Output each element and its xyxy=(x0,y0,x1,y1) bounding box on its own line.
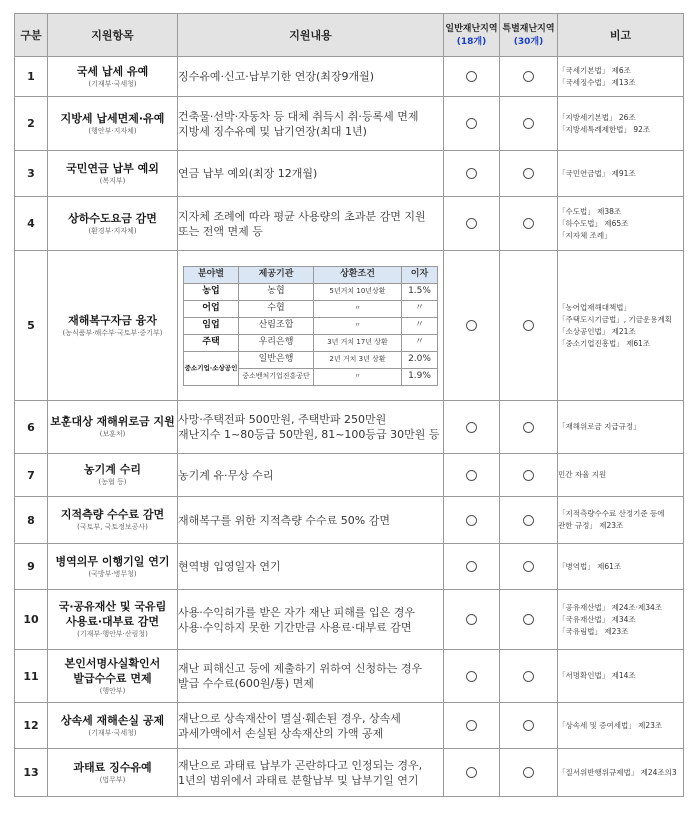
item-org: (기재부·행안부·산림청) xyxy=(77,630,148,638)
note-line: 「소상공인법」 제21조 xyxy=(558,326,636,336)
note-line: 「하수도법」 제65조 xyxy=(558,218,629,228)
general-area-mark xyxy=(444,401,500,454)
row-number: 1 xyxy=(15,57,48,97)
support-item xyxy=(48,703,178,749)
note-cell xyxy=(558,151,684,197)
note-line: 「수도법」 제38조 xyxy=(558,206,622,216)
support-content xyxy=(178,97,444,151)
row-number: 3 xyxy=(15,151,48,197)
content-line: 재해복구를 위한 지적측량 수수료 50% 감면 xyxy=(178,513,390,527)
circle-mark-icon xyxy=(466,422,477,433)
item-org: (법무부) xyxy=(99,775,126,784)
special-area-mark xyxy=(500,251,558,401)
item-title: 상하수도요금 감면 xyxy=(68,211,157,225)
loan-header-terms: 상환조건 xyxy=(314,266,402,283)
loan-provider: 수협 xyxy=(239,300,314,317)
special-area-mark xyxy=(500,454,558,497)
circle-mark-icon xyxy=(523,422,534,433)
special-area-mark xyxy=(500,401,558,454)
row-number: 9 xyxy=(15,544,48,590)
circle-mark-icon xyxy=(523,671,534,682)
content-line: 징수유예·신고·납부기한 연장(최장9개월) xyxy=(178,70,375,83)
row-number: 7 xyxy=(15,454,48,497)
special-area-mark xyxy=(500,151,558,197)
circle-mark-icon xyxy=(523,218,534,229)
header-note: 비고 xyxy=(558,14,684,57)
row-number: 5 xyxy=(15,251,48,401)
content-line: 재난으로 상속재산이 멸실·훼손된 경우, 상속세 xyxy=(178,711,401,725)
item-org: (복지부) xyxy=(99,176,126,185)
content-line: 1년의 범위에서 과태료 분할납부 및 납부기일 연기 xyxy=(178,773,419,787)
row-number: 10 xyxy=(15,590,48,650)
item-title: 보훈대상 재해위로금 지원 xyxy=(50,415,175,428)
loan-rate: 〃 xyxy=(402,300,438,317)
row-number: 8 xyxy=(15,497,48,544)
note-line: 「지자체 조례」 xyxy=(558,230,612,240)
note-line: 민간 자율 지원 xyxy=(558,470,607,479)
note-cell xyxy=(558,650,684,703)
note-line: 「공유재산법」 제24조·제34조 xyxy=(558,602,663,612)
table-row xyxy=(15,497,684,544)
table-row xyxy=(15,251,684,401)
circle-mark-icon xyxy=(466,671,477,682)
note-cell xyxy=(558,251,684,401)
item-org: (환경부·지자체) xyxy=(88,226,137,235)
support-item xyxy=(48,497,178,544)
special-area-label: 특별재난지역 xyxy=(502,23,555,34)
support-content xyxy=(178,251,444,401)
loan-provider: 우리은행 xyxy=(239,334,314,351)
note-line: 「국유재산법」 제34조 xyxy=(558,614,636,624)
general-area-mark xyxy=(444,454,500,497)
note-line: 「국민연금법」 제91조 xyxy=(558,168,636,178)
circle-mark-icon xyxy=(466,320,477,331)
support-content xyxy=(178,197,444,251)
loan-header-row xyxy=(184,266,438,283)
loan-provider: 중소벤처기업진흥공단 xyxy=(239,368,314,385)
table-row xyxy=(15,650,684,703)
content-line: 지방세 징수유예 및 납기연장(최대 1년) xyxy=(178,124,367,138)
item-org: (기재부·국세청) xyxy=(88,79,137,88)
item-title: 병역의무 이행기일 연기 xyxy=(55,554,170,568)
loan-terms: 2년 거치 3년 상환 xyxy=(314,351,402,368)
table-row xyxy=(15,97,684,151)
content-line: 재난 피해신고 등에 제출하기 위하여 신청하는 경우 xyxy=(178,662,423,675)
general-area-label: 일반재난지역 xyxy=(445,23,498,34)
item-title: 발급수수료 면제 xyxy=(73,671,152,685)
loan-field: 농업 xyxy=(184,283,239,300)
support-item xyxy=(48,544,178,590)
loan-terms: 〃 xyxy=(314,368,402,385)
special-area-mark xyxy=(500,749,558,797)
note-line: 관한 규정」 제23조 xyxy=(558,521,624,530)
note-line: 「국세징수법」 제13조 xyxy=(558,77,636,87)
support-content xyxy=(178,151,444,197)
circle-mark-icon xyxy=(466,218,477,229)
special-area-mark xyxy=(500,650,558,703)
circle-mark-icon xyxy=(523,320,534,331)
header-row xyxy=(15,14,684,57)
loan-field: 임업 xyxy=(184,317,239,334)
content-line: 재난으로 과태료 납부가 곤란하다고 인정되는 경우, xyxy=(178,758,423,772)
loan-provider: 일반은행 xyxy=(239,351,314,368)
note-cell xyxy=(558,590,684,650)
item-title: 국·공유재산 및 국유림 xyxy=(58,600,167,613)
table-row xyxy=(15,590,684,650)
table-row xyxy=(15,197,684,251)
note-cell xyxy=(558,544,684,590)
table-row xyxy=(15,401,684,454)
header-special-area xyxy=(500,14,558,57)
row-number: 11 xyxy=(15,650,48,703)
loan-field: 주택 xyxy=(184,334,239,351)
item-org: (행안부) xyxy=(99,686,126,695)
general-area-mark xyxy=(444,97,500,151)
note-line: 「중소기업진흥법」 제61조 xyxy=(558,338,651,348)
content-line: 발급 수수료(600원/통) 면제 xyxy=(178,677,314,690)
support-content xyxy=(178,454,444,497)
support-item xyxy=(48,197,178,251)
support-item xyxy=(48,251,178,401)
support-content xyxy=(178,544,444,590)
table-row xyxy=(15,454,684,497)
item-title: 지방세 납세면제·유예 xyxy=(60,111,165,125)
note-line: 「지적측량수수료 산정기준 등에 xyxy=(558,509,665,518)
table-row xyxy=(15,57,684,97)
support-content xyxy=(178,497,444,544)
support-item xyxy=(48,749,178,797)
note-line: 「서명확인법」 제14조 xyxy=(558,671,636,680)
content-line: 과세가액에서 손실된 상속재산의 가액 공제 xyxy=(178,726,384,740)
support-item xyxy=(48,401,178,454)
note-line: 「지방세기본법」 26조 xyxy=(558,112,636,122)
row-number: 4 xyxy=(15,197,48,251)
content-line: 연금 납부 예외(최장 12개월) xyxy=(178,167,318,180)
item-org: (보훈처) xyxy=(99,430,126,438)
loan-rate: 〃 xyxy=(402,317,438,334)
circle-mark-icon xyxy=(466,118,477,129)
support-content xyxy=(178,749,444,797)
item-title: 본인서명사실확인서 xyxy=(64,656,161,670)
circle-mark-icon xyxy=(523,561,534,572)
item-org: (행안부·지자체) xyxy=(88,126,137,135)
table-row xyxy=(15,151,684,197)
special-area-mark xyxy=(500,97,558,151)
table-row xyxy=(15,703,684,749)
note-line: 「지방세특례제한법」 92조 xyxy=(558,124,651,134)
note-line: 「질서위반행위규제법」 제24조의3 xyxy=(558,767,677,777)
content-line: 사용·수익하지 못한 기간만큼 사용료·대부료 감면 xyxy=(178,620,412,634)
general-area-count: (18개) xyxy=(456,36,487,47)
item-org: (농식품부·해수부·국토부·중기부) xyxy=(62,328,163,337)
item-org: (농협 등) xyxy=(98,478,127,486)
circle-mark-icon xyxy=(466,720,477,731)
disaster-support-table xyxy=(14,13,684,797)
note-cell xyxy=(558,97,684,151)
support-item xyxy=(48,97,178,151)
loan-terms: 〃 xyxy=(314,300,402,317)
circle-mark-icon xyxy=(523,515,534,526)
support-item xyxy=(48,590,178,650)
item-org: (국방부·병무청) xyxy=(88,569,137,578)
loan-terms: 3년 거치 17년 상환 xyxy=(314,334,402,351)
circle-mark-icon xyxy=(523,767,534,778)
header-general-area xyxy=(444,14,500,57)
loan-provider: 농협 xyxy=(239,283,314,300)
content-line: 사용·수익허가를 받은 자가 재난 피해를 입은 경우 xyxy=(178,605,415,619)
loan-row xyxy=(184,300,438,317)
item-org: (기재부·국세청) xyxy=(88,728,137,737)
circle-mark-icon xyxy=(466,614,477,625)
support-content xyxy=(178,650,444,703)
loan-rate: 1.5% xyxy=(402,283,438,300)
general-area-mark xyxy=(444,151,500,197)
loan-rate: 1.9% xyxy=(402,368,438,385)
row-number: 2 xyxy=(15,97,48,151)
loan-header-rate: 이자 xyxy=(402,266,438,283)
general-area-mark xyxy=(444,497,500,544)
note-cell xyxy=(558,749,684,797)
item-title: 사용료·대부료 감면 xyxy=(65,615,159,628)
general-area-mark xyxy=(444,544,500,590)
loan-field: 어업 xyxy=(184,300,239,317)
loan-header-provider: 제공기관 xyxy=(239,266,314,283)
content-line: 현역병 입영일자 연기 xyxy=(178,560,281,573)
general-area-mark xyxy=(444,251,500,401)
loan-terms: 〃 xyxy=(314,317,402,334)
loan-row xyxy=(184,351,438,368)
loan-row xyxy=(184,317,438,334)
note-line: 「국세기본법」 제6조 xyxy=(558,65,631,75)
content-line: 농기계 유·무상 수리 xyxy=(178,468,274,482)
circle-mark-icon xyxy=(466,168,477,179)
general-area-mark xyxy=(444,749,500,797)
circle-mark-icon xyxy=(523,470,534,481)
loan-rate: 2.0% xyxy=(402,351,438,368)
note-cell xyxy=(558,57,684,97)
special-area-mark xyxy=(500,197,558,251)
support-item xyxy=(48,650,178,703)
note-line: 「병역법」 제61조 xyxy=(558,561,622,571)
content-line: 건축물·선박·자동차 등 대체 취득시 취·등록세 면제 xyxy=(178,109,419,123)
note-cell xyxy=(558,703,684,749)
content-line: 사망·주택전파 500만원, 주택반파 250만원 xyxy=(178,413,387,426)
loan-field: 중소기업·소상공인 xyxy=(184,351,239,385)
row-number: 13 xyxy=(15,749,48,797)
circle-mark-icon xyxy=(466,561,477,572)
support-item xyxy=(48,151,178,197)
support-item xyxy=(48,454,178,497)
header-content: 지원내용 xyxy=(178,14,444,57)
item-title: 과태료 징수유예 xyxy=(73,760,152,774)
support-content xyxy=(178,401,444,454)
support-content xyxy=(178,57,444,97)
special-area-mark xyxy=(500,590,558,650)
loan-row xyxy=(184,283,438,300)
content-line: 지자체 조례에 따라 평균 사용량의 초과분 감면 지원 xyxy=(178,209,426,223)
circle-mark-icon xyxy=(466,470,477,481)
note-line: 「재해위로금 지급규정」 xyxy=(558,422,641,431)
header-no: 구분 xyxy=(15,14,48,57)
row-number: 6 xyxy=(15,401,48,454)
general-area-mark xyxy=(444,590,500,650)
item-title: 국세 납세 유예 xyxy=(76,64,149,78)
item-title: 상속세 재해손실 공제 xyxy=(60,713,165,727)
note-line: 「농어업재해대책법」 xyxy=(558,302,631,312)
special-area-mark xyxy=(500,544,558,590)
loan-terms: 5년거치 10년상환 xyxy=(314,283,402,300)
table-row xyxy=(15,544,684,590)
general-area-mark xyxy=(444,197,500,251)
support-content xyxy=(178,703,444,749)
circle-mark-icon xyxy=(523,614,534,625)
support-content xyxy=(178,590,444,650)
content-line: 재난지수 1~80등급 50만원, 81~100등급 30만원 등 xyxy=(178,428,440,441)
item-title: 국민연금 납부 예외 xyxy=(66,161,159,175)
note-cell xyxy=(558,401,684,454)
circle-mark-icon xyxy=(523,720,534,731)
circle-mark-icon xyxy=(466,71,477,82)
general-area-mark xyxy=(444,703,500,749)
header-item: 지원항목 xyxy=(48,14,178,57)
row-number: 12 xyxy=(15,703,48,749)
item-title: 재해복구자금 융자 xyxy=(68,313,157,327)
circle-mark-icon xyxy=(523,118,534,129)
special-area-mark xyxy=(500,497,558,544)
loan-rate: 〃 xyxy=(402,334,438,351)
special-area-mark xyxy=(500,703,558,749)
note-cell xyxy=(558,197,684,251)
content-line: 또는 전액 면제 등 xyxy=(178,224,263,238)
item-title: 지적측량 수수료 감면 xyxy=(60,508,165,521)
item-title: 농기계 수리 xyxy=(84,463,141,476)
loan-row xyxy=(184,334,438,351)
support-item xyxy=(48,57,178,97)
loan-table xyxy=(183,266,438,386)
circle-mark-icon xyxy=(523,168,534,179)
general-area-mark xyxy=(444,57,500,97)
note-cell xyxy=(558,454,684,497)
circle-mark-icon xyxy=(466,515,477,526)
note-line: 「주택도시기금법」, 기금운용계획 xyxy=(558,314,672,324)
special-area-count: (30개) xyxy=(513,36,544,47)
circle-mark-icon xyxy=(466,767,477,778)
loan-header-field: 분야별 xyxy=(184,266,239,283)
loan-provider: 산림조합 xyxy=(239,317,314,334)
general-area-mark xyxy=(444,650,500,703)
note-line: 「국유림법」 제23조 xyxy=(558,626,629,636)
circle-mark-icon xyxy=(523,71,534,82)
note-line: 「상속세 및 증여세법」 제23조 xyxy=(558,720,663,730)
table-row xyxy=(15,749,684,797)
special-area-mark xyxy=(500,57,558,97)
note-cell xyxy=(558,497,684,544)
item-org: (국토부, 국토정보공사) xyxy=(77,523,148,531)
